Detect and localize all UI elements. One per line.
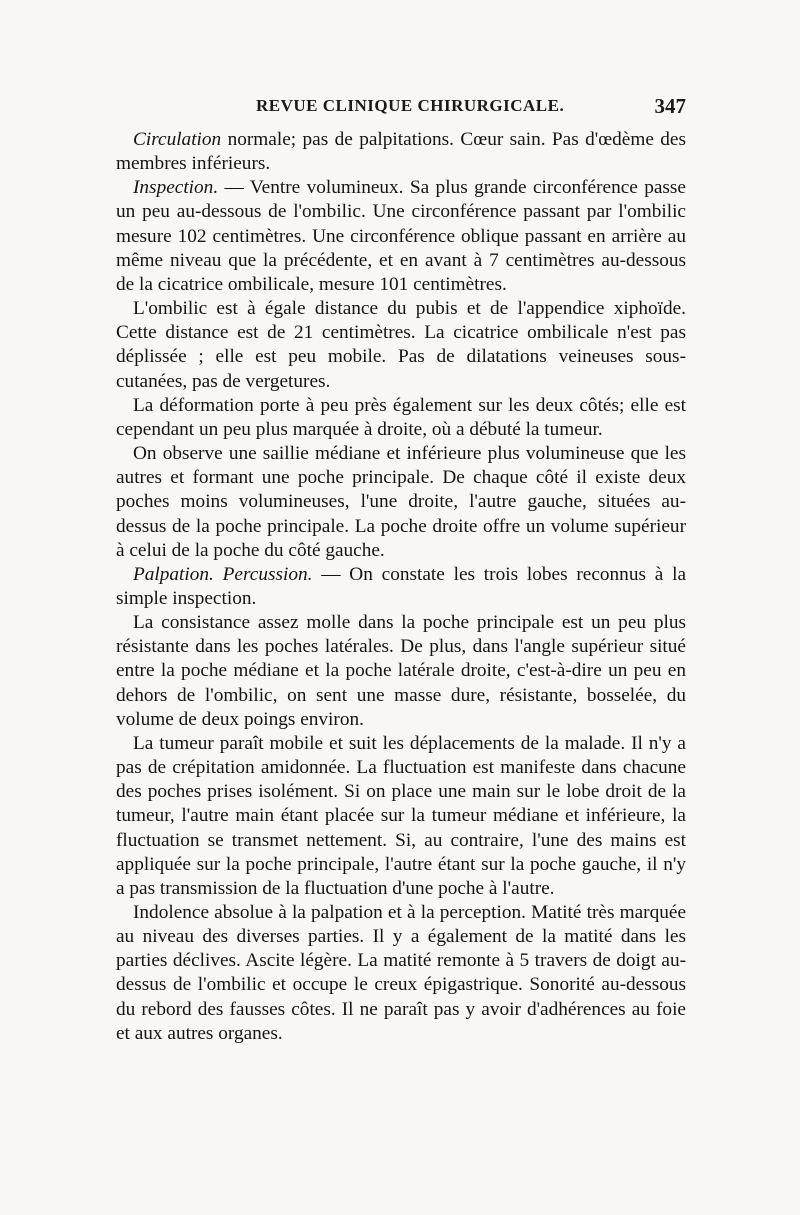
paragraph-lead: Circulation (133, 129, 222, 150)
paragraph-text: L'ombilic est à égale distance du pubis et de l'appendice xiphoïde. Cette distance est de 21 centimètres. La cicatrice ombilicale n'est pas déplissée ; elle est peu mobile. Pas de dilatations veineuses sous-cutanées, pas de vergetures. (116, 298, 686, 392)
paragraph (116, 563, 686, 611)
running-header (116, 94, 686, 120)
paragraph (116, 442, 686, 563)
paragraph-text: — On constate les trois lobes reconnus à la simple inspection. (116, 563, 687, 609)
paragraph-lead: Palpation. Percussion. (133, 563, 313, 585)
paragraph (116, 176, 686, 297)
page-number: 347 (654, 94, 686, 118)
paragraph-text: La tumeur paraît mobile et suit les déplacements de la malade. Il n'y a pas de crépitation amidonnée. La fluctuation est manifeste dans chacune des poches prises isolément. Si on place une main sur le lobe droit de la tumeur, l'autre main étant placée sur la tumeur médiane et inférieure, la fluctuation se transmet nettement. Si, au contraire, l'une des mains est appliquée sur la poche principale, l'autre étant sur la poche gauche, il n'y a pas transmission de la fluctuation d'une poche à l'autre. (116, 732, 686, 899)
body-text (116, 128, 686, 1046)
paragraph (116, 394, 686, 442)
paragraph-text: normale; pas de palpitations. Cœur sain. Pas d'œdème des membres inférieurs. (116, 129, 686, 175)
running-title: REVUE CLINIQUE CHIRURGICALE. (256, 96, 565, 115)
paragraph-text: Indolence absolue à la palpation et à la perception. Matité très marquée au niveau des diverses parties. Il y a également de la matité dans les parties déclives. Ascite légère. La matité remonte à 5 travers de doigt au-dessus de l'ombilic et occupe le creux épigastrique. Sonorité au-dessous du rebord des fausses côtes. Il ne paraît pas y avoir d'adhérences au foie et aux autres organes. (116, 902, 686, 1044)
paragraph-text: La consistance assez molle dans la poche principale est un peu plus résistante dans les poches latérales. De plus, dans l'angle supérieur situé entre la poche médiane et la poche latérale droite, c'est-à-dire un peu en dehors de l'ombilic, on sent une masse dure, résistante, bosselée, du volume de deux poings environ. (116, 612, 686, 730)
paragraph (116, 297, 686, 394)
paragraph-lead: Inspection. (133, 177, 219, 199)
paragraph-text: On observe une saillie médiane et inférieure plus volumineuse que les autres et formant une poche principale. De chaque côté il existe deux poches moins volumineuses, l'une droite, l'autre gauche, situées au-dessus de la poche principale. La poche droite offre un volume supérieur à celui de la poche du côté gauche. (116, 443, 686, 561)
paragraph-text: — Ventre volumineux. Sa plus grande circonférence passe un peu au-dessous de l'ombilic. Une circonférence passant par l'ombilic mesure 102 centimètres. Une circonférence oblique passant en arrière au même niveau que la précédente, et en avant à 7 centimètres au-dessous de la cicatrice ombilicale, mesure 101 centimètres. (116, 177, 686, 295)
paragraph (116, 732, 686, 901)
paragraph (116, 128, 686, 176)
paragraph-text: La déformation porte à peu près également sur les deux côtés; elle est cependant un peu plus marquée à droite, où a débuté la tumeur. (116, 394, 686, 440)
paragraph (116, 901, 686, 1046)
paragraph (116, 611, 686, 732)
